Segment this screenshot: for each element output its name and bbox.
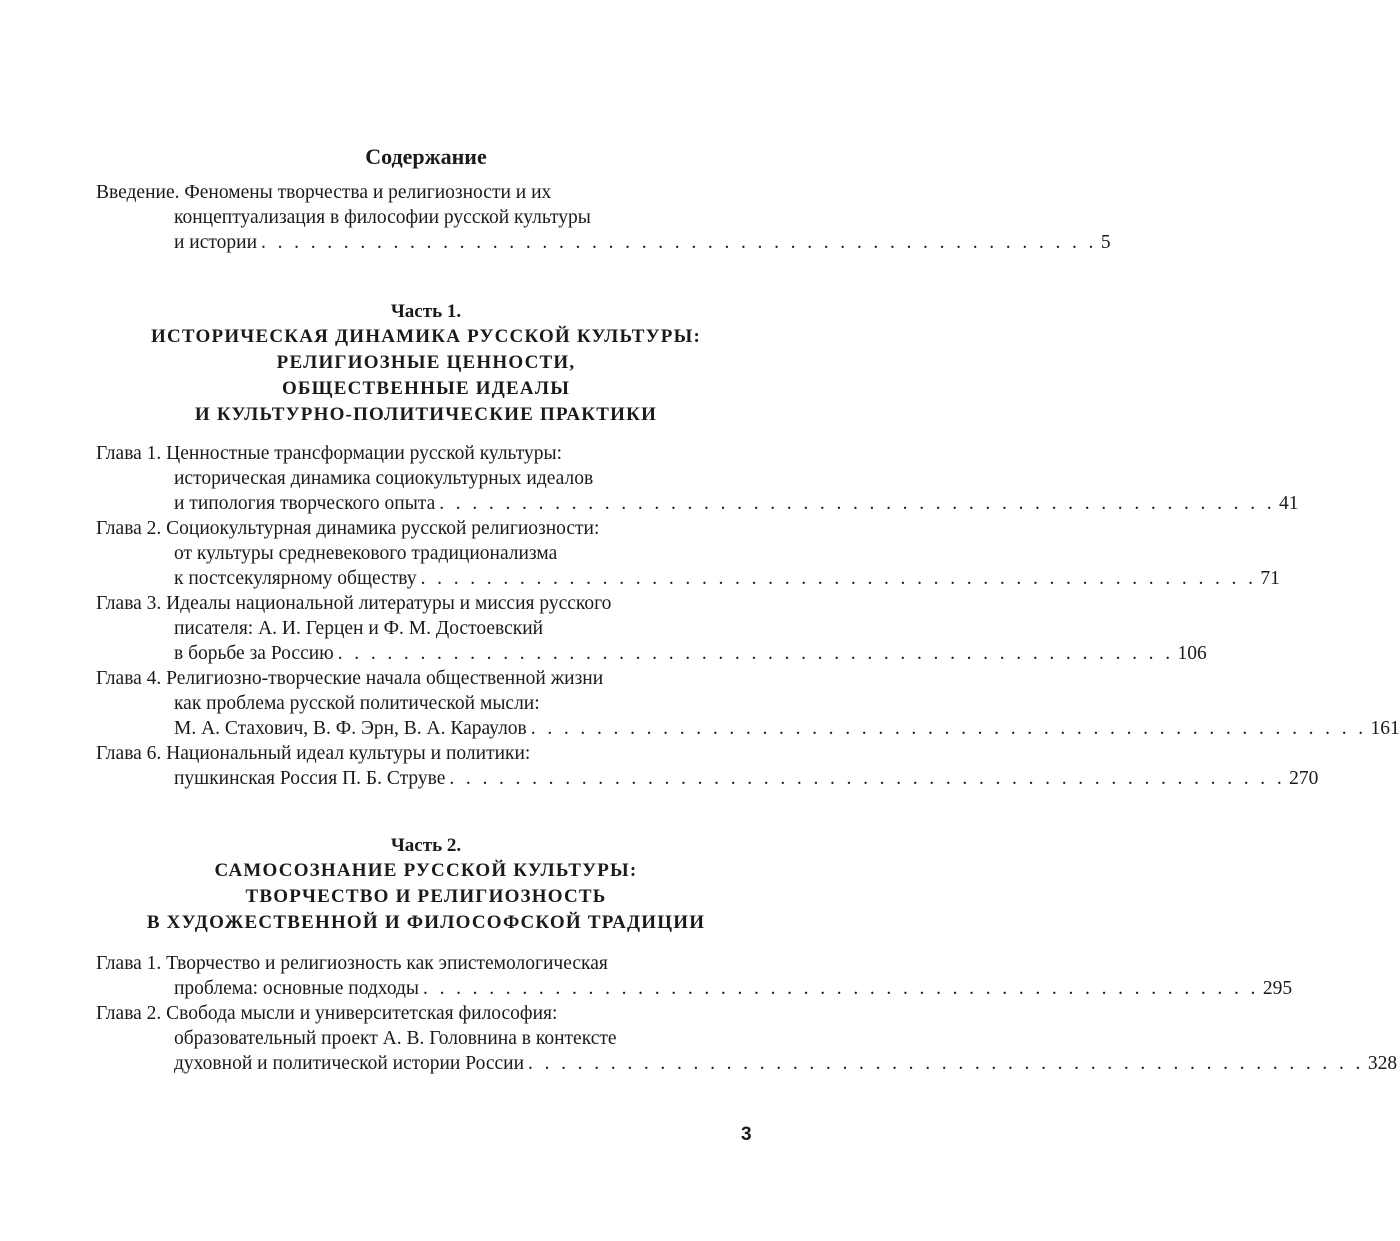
entry-last-line <box>96 1051 1398 1076</box>
entry-line: М. А. Стахович, В. Ф. Эрн, В. А. Караулов <box>174 718 527 739</box>
part-title-line: ТВОРЧЕСТВО И РЕЛИГИОЗНОСТЬ <box>245 886 607 907</box>
entry-line: Глава 1. Ценностные трансформации русской культуры: <box>96 443 562 464</box>
entry-line: Глава 4. Религиозно-творческие начала общественной жизни <box>96 668 604 689</box>
entry-last-line <box>96 491 1299 516</box>
entry-line: историческая динамика социокультурных идеалов <box>174 468 594 489</box>
entry-line: в борьбе за Россию <box>174 643 334 664</box>
entry-line: Глава 3. Идеалы национальной литературы и миссия русского <box>96 593 612 614</box>
page-ref: 106 <box>1177 643 1207 664</box>
entry-line: Глава 2. Социокультурная динамика русской религиозности: <box>96 518 600 539</box>
toc-entry-p1-ch3[interactable] <box>96 591 1207 666</box>
entry-last-line <box>96 566 1280 591</box>
entry-line: и истории <box>174 232 258 253</box>
entry-line: Введение. Феномены творчества и религиозности и их <box>96 182 552 203</box>
entry-line: Глава 2. Свобода мысли и университетская философия: <box>96 1003 558 1024</box>
toc-entry-p1-ch6[interactable] <box>96 741 1319 791</box>
toc-entry-p2-ch2[interactable] <box>96 1001 1398 1076</box>
entry-line: проблема: основные подходы <box>174 978 420 999</box>
toc-entry-p1-ch1[interactable] <box>96 441 1299 516</box>
entry-line: пушкинская Россия П. Б. Струве <box>174 768 446 789</box>
entry-last-line <box>96 641 1207 666</box>
toc-title: Содержание <box>365 144 487 169</box>
leader-dots: . . . . . . . . . . . . . . . . . . . . . . . . . . . . . . . . . . . . . . . . . . . . . . . . . . . <box>337 643 1174 664</box>
entry-line: как проблема русской политической мысли: <box>174 693 540 714</box>
entry-last-line <box>96 716 1400 741</box>
page-ref: 161 <box>1370 718 1400 739</box>
part-title-line: ИСТОРИЧЕСКАЯ ДИНАМИКА РУССКОЙ КУЛЬТУРЫ: <box>151 326 701 347</box>
page-ref: 71 <box>1260 568 1280 589</box>
toc-entry-p2-ch1[interactable] <box>96 951 1293 1001</box>
page-ref: 41 <box>1279 493 1299 514</box>
entry-last-line <box>96 766 1319 791</box>
page-ref: 328 <box>1367 1053 1398 1074</box>
page-ref: 270 <box>1289 768 1319 789</box>
entry-line: от культуры средневекового традиционализма <box>174 543 558 564</box>
page-ref: 5 <box>1100 232 1111 253</box>
leader-dots: . . . . . . . . . . . . . . . . . . . . . . . . . . . . . . . . . . . . . . . . . . . . . . . . . . . <box>449 768 1286 789</box>
part-title-line: ОБЩЕСТВЕННЫЕ ИДЕАЛЫ <box>281 378 571 399</box>
leader-dots: . . . . . . . . . . . . . . . . . . . . . . . . . . . . . . . . . . . . . . . . . . . . . . . . . . . <box>530 718 1367 739</box>
part-1-heading <box>96 300 756 428</box>
entry-last-line <box>96 976 1293 1001</box>
entry-line: концептуализация в философии русской культуры <box>174 207 591 228</box>
part-2-heading <box>96 834 756 936</box>
entry-line: к постсекулярному обществу <box>174 568 417 589</box>
part-title-line: И КУЛЬТУРНО-ПОЛИТИЧЕСКИЕ ПРАКТИКИ <box>194 404 658 425</box>
toc-entry-p1-ch2[interactable] <box>96 516 1280 591</box>
entry-line: Глава 6. Национальный идеал культуры и политики: <box>96 743 531 764</box>
part-number: Часть 2. <box>390 835 462 856</box>
page-ref: 295 <box>1262 978 1293 999</box>
leader-dots: . . . . . . . . . . . . . . . . . . . . . . . . . . . . . . . . . . . . . . . . . . . . . . . . . . . <box>261 232 1097 253</box>
entry-line: духовной и политической истории России <box>174 1053 525 1074</box>
entry-line: Глава 1. Творчество и религиозность как эпистемологическая <box>96 953 608 974</box>
part-title-line: РЕЛИГИОЗНЫЕ ЦЕННОСТИ, <box>276 352 576 373</box>
toc-entry-intro[interactable] <box>96 180 1111 255</box>
page-number: 3 <box>741 1124 752 1145</box>
leader-dots: . . . . . . . . . . . . . . . . . . . . . . . . . . . . . . . . . . . . . . . . . . . . . . . . . . . <box>528 1053 1364 1074</box>
entry-line: и типология творческого опыта <box>174 493 436 514</box>
entry-line: образовательный проект А. В. Головнина в контексте <box>174 1028 617 1049</box>
leader-dots: . . . . . . . . . . . . . . . . . . . . . . . . . . . . . . . . . . . . . . . . . . . . . . . . . . . <box>439 493 1276 514</box>
part-title-line: В ХУДОЖЕСТВЕННОЙ И ФИЛОСОФСКОЙ ТРАДИЦИИ <box>146 912 706 933</box>
toc-entry-p1-ch4[interactable] <box>96 666 1400 741</box>
entry-line: писателя: А. И. Герцен и Ф. М. Достоевский <box>174 618 544 639</box>
entry-last-line <box>96 230 1111 255</box>
leader-dots: . . . . . . . . . . . . . . . . . . . . . . . . . . . . . . . . . . . . . . . . . . . . . . . . . . . <box>423 978 1259 999</box>
part-title-line: САМОСОЗНАНИЕ РУССКОЙ КУЛЬТУРЫ: <box>214 860 638 881</box>
part-number: Часть 1. <box>390 301 462 322</box>
leader-dots: . . . . . . . . . . . . . . . . . . . . . . . . . . . . . . . . . . . . . . . . . . . . . . . . . . . <box>420 568 1257 589</box>
